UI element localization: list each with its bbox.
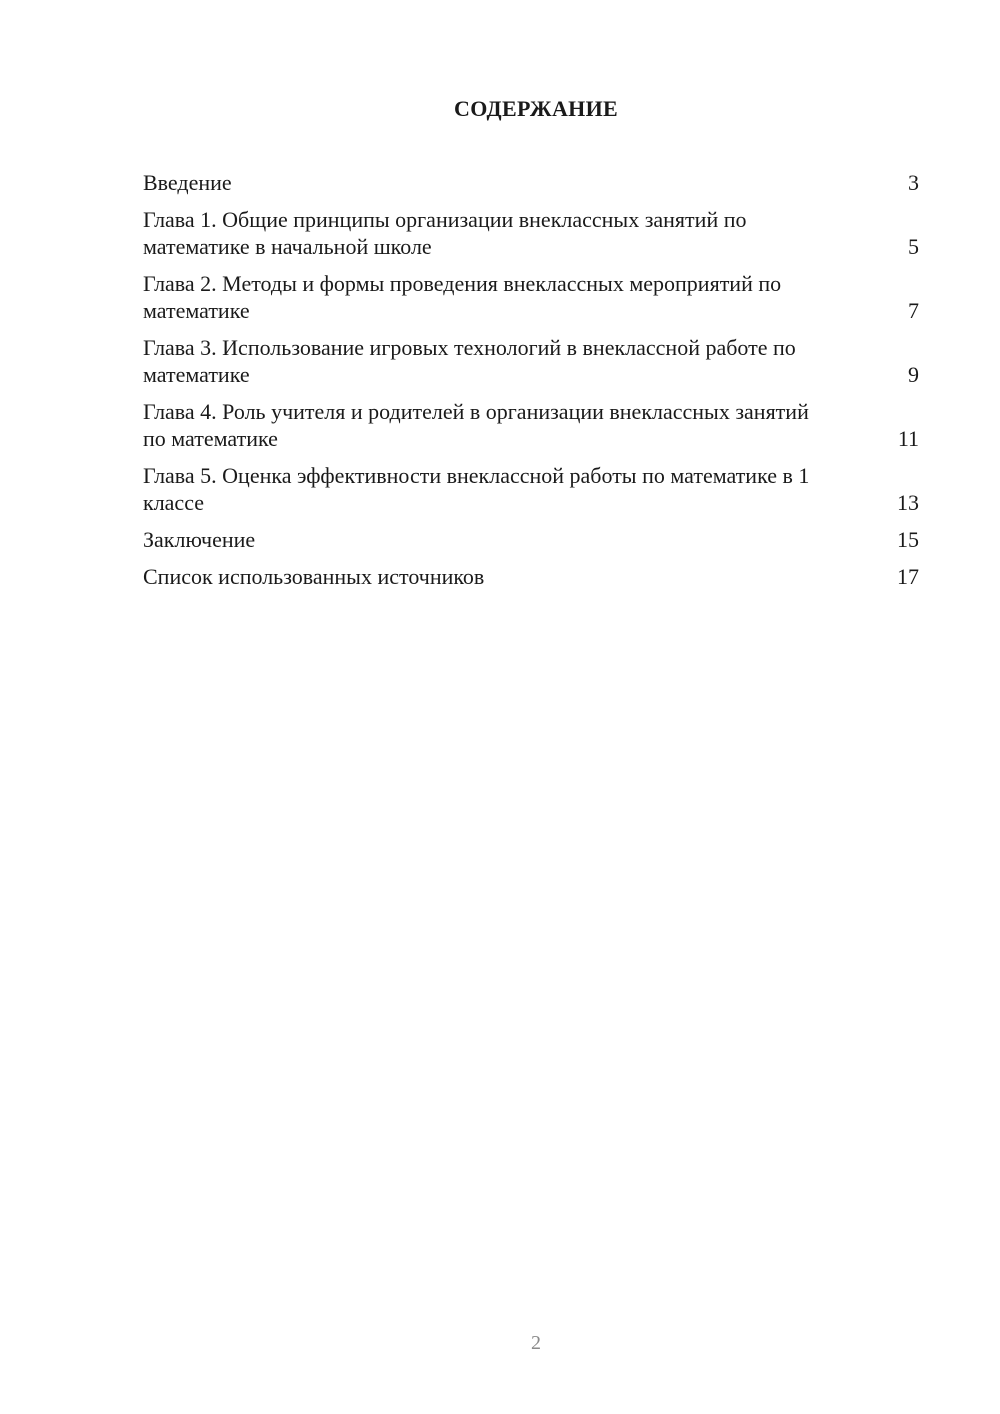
toc-entry-chapter-5[interactable] — [143, 462, 919, 516]
toc-entry-label: Список использованных источников — [143, 564, 485, 589]
toc-entry-page: 5 — [908, 234, 919, 259]
toc-entry-label: Глава 5. Оценка эффективности внеклассной работы по математике в 1 классе — [143, 463, 810, 515]
toc-entry-label: Введение — [143, 170, 232, 195]
toc-entry-page: 13 — [897, 490, 919, 515]
toc-entry-chapter-1[interactable] — [143, 206, 919, 260]
page-title: СОДЕРЖАНИЕ — [454, 96, 618, 121]
toc-entry-chapter-2[interactable] — [143, 270, 919, 324]
toc-entry-page: 7 — [908, 298, 919, 323]
toc-entry-page: 17 — [897, 564, 919, 589]
toc-entry-page: 15 — [897, 527, 919, 552]
toc-entry-page: 9 — [908, 362, 919, 387]
toc-entry-references[interactable] — [143, 563, 919, 590]
toc-entry-introduction[interactable] — [143, 169, 919, 196]
toc-entry-label: Глава 4. Роль учителя и родителей в организации внеклассных занятий по математике — [143, 399, 809, 451]
page-number: 2 — [531, 1332, 541, 1354]
toc-entry-page: 11 — [897, 426, 919, 451]
toc-entry-label: Глава 2. Методы и формы проведения внеклассных мероприятий по математике — [143, 271, 782, 323]
toc-entry-conclusion[interactable] — [143, 526, 919, 553]
table-of-contents — [143, 169, 919, 600]
toc-entry-chapter-4[interactable] — [143, 398, 919, 452]
toc-entry-page: 3 — [908, 170, 919, 195]
toc-entry-chapter-3[interactable] — [143, 334, 919, 388]
toc-entry-label: Глава 1. Общие принципы организации внеклассных занятий по математике в начальной школе — [143, 207, 747, 259]
toc-entry-label: Заключение — [143, 527, 256, 552]
toc-entry-label: Глава 3. Использование игровых технологий в внеклассной работе по математике — [143, 335, 796, 387]
